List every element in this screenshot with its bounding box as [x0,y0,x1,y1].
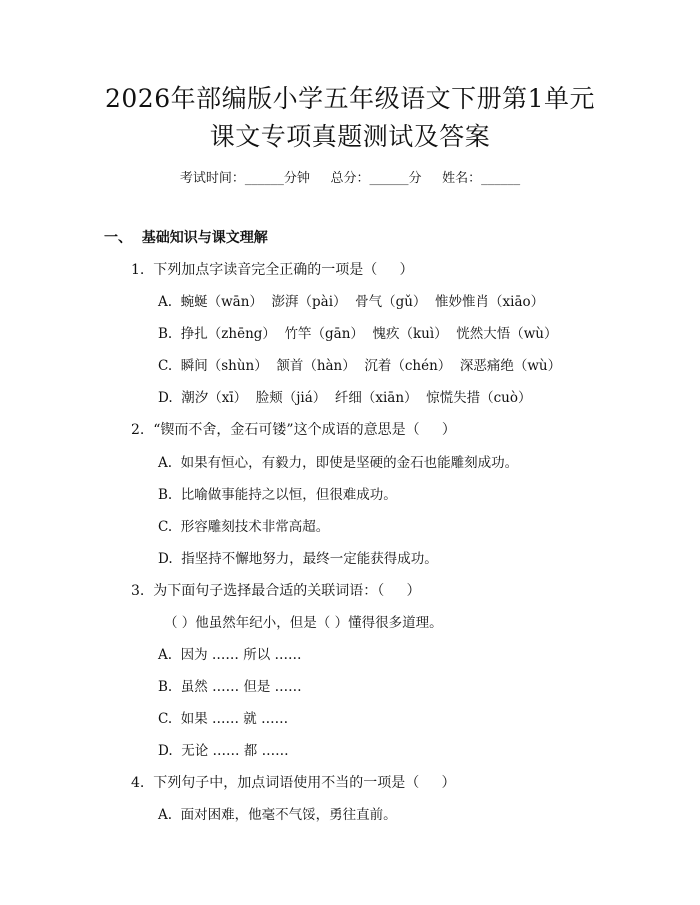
question-3-option-c: C. 如果 …… 就 …… [158,711,289,727]
question-2-option-a: A. 如果有恒心，有毅力，即使是坚硬的金石也能雕刻成功。 [158,455,519,471]
question-4-stem: 4. 下列句子中，加点词语使用不当的一项是（ ） [131,775,456,791]
question-4-option-a: A. 面对困难，他毫不气馁，勇往直前。 [158,807,397,823]
section-heading: 一、 基础知识与课文理解 [104,230,268,246]
document-title-line-2: 课文专项真题测试及答案 [209,122,491,151]
question-1-option-d: D. 潮汐（xī） 脸颊（jiá） 纤细（xiān） 惊慌失措（cuò） [158,390,532,406]
question-2-option-c: C. 形容雕刻技术非常高超。 [158,519,330,535]
question-1-stem: 1. 下列加点字读音完全正确的一项是（ ） [131,262,414,278]
question-3-option-b: B. 虽然 …… 但是 …… [158,679,302,695]
question-3-option-a: A. 因为 …… 所以 …… [158,647,302,663]
exam-info-line: 考试时间：______分钟 总分：______分 姓名：______ [179,171,521,186]
question-1-option-a: A. 蜿蜒（wān） 澎湃（pài） 骨气（gǔ） 惟妙惟肖（xiāo） [158,294,545,310]
question-2-option-d: D. 指坚持不懈地努力，最终一定能获得成功。 [158,551,438,567]
question-3-stem: 3. 为下面句子选择最合适的关联词语：（ ） [131,583,421,599]
question-2-stem: 2. “锲而不舍，金石可镂”这个成语的意思是（ ） [131,422,456,438]
question-2-option-b: B. 比喻做事能持之以恒，但很难成功。 [158,487,397,503]
question-3-option-d: D. 无论 …… 都 …… [158,743,289,759]
question-1-option-c: C. 瞬间（shùn） 颔首（hàn） 沉着（chén） 深恶痛绝（wù） [158,358,562,374]
document-title-line-1: 2026年部编版小学五年级语文下册第1单元 [104,84,596,113]
question-1-option-b: B. 挣扎（zhēng） 竹竿（gān） 愧疚（kuì） 恍然大悟（wù） [158,326,558,342]
question-3-sentence: （ ）他虽然年纪小，但是（ ）懂得很多道理。 [164,615,443,631]
